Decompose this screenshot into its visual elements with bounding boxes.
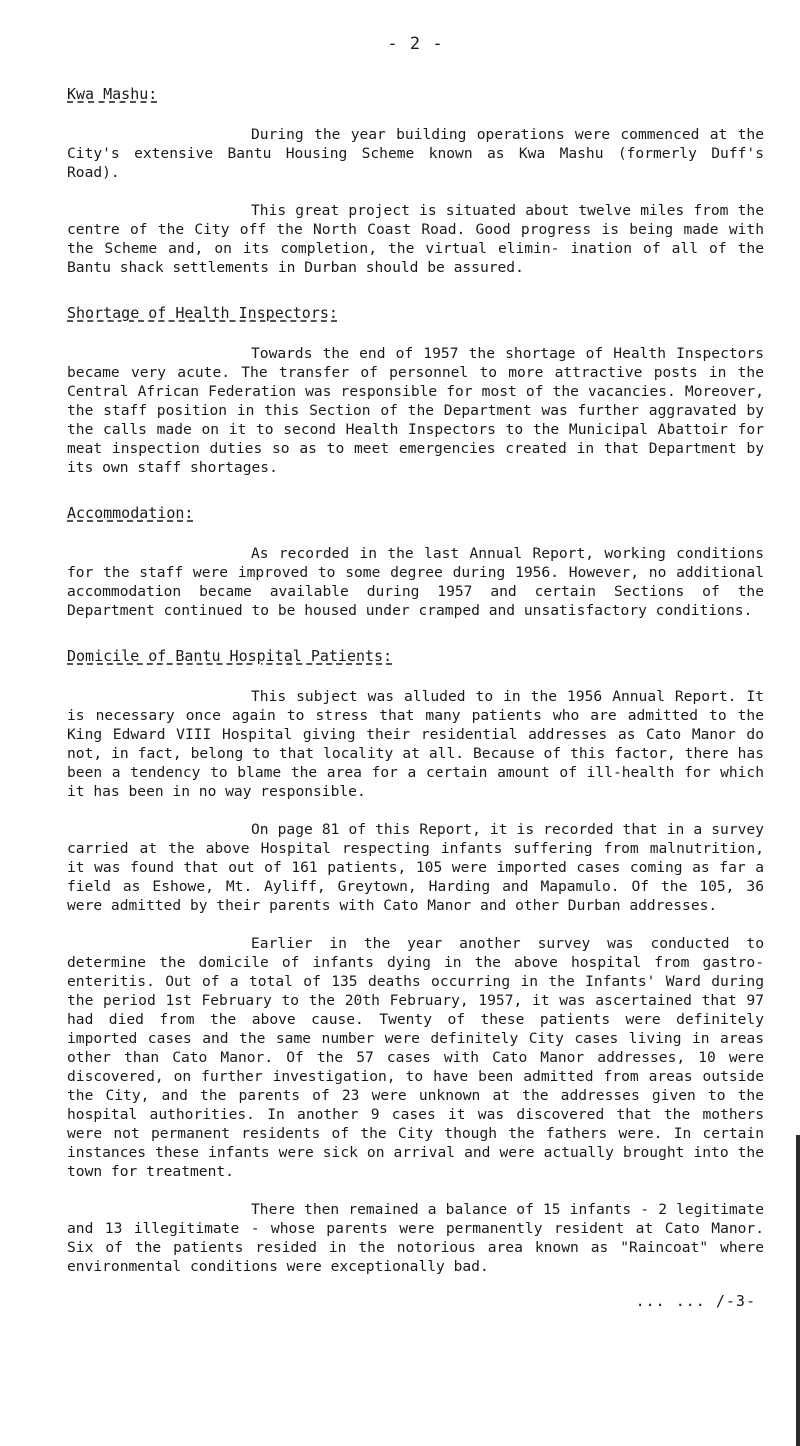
paragraph: As recorded in the last Annual Report, working conditions for the staff were improved to some degree during 1956. However, no additional accommodation became available during 1957 and certain Sections of the Department continued to be housed under cramped and unsatisfactory conditions. xyxy=(67,545,764,619)
paragraph: This great project is situated about twelve miles from the centre of the City off the North Coast Road. Good progress is being made with the Scheme and, on its completion, the virtual elimin- ination of all of the Bantu shack settlements in Durban should be assured. xyxy=(67,202,764,276)
paragraph: On page 81 of this Report, it is recorded that in a survey carried at the above Hospital respecting infants suffering from malnutrition, it was found that out of 161 patients, 105 were imported cases coming as far a field as Eshowe, Mt. Ayliff, Greytown, Harding and Mapamulo. Of the 105, 36 were admitted by their parents with Cato Manor and other Durban addresses. xyxy=(67,821,764,914)
section-domicile-of-bantu-hospital-patients xyxy=(67,646,764,1276)
section-heading: Accommodation: xyxy=(67,504,194,522)
paragraph: This subject was alluded to in the 1956 Annual Report. It is necessary once again to stress that many patients who are admitted to the King Edward VIII Hospital giving their residential addresses as Cato Manor do not, in fact, belong to that locality at all. Because of this factor, there has been a tendency to blame the area for a certain amount of ill-health for which it has been in no way responsible. xyxy=(67,688,764,800)
section-accommodation xyxy=(67,503,764,620)
paragraph: There then remained a balance of 15 infants - 2 legitimate and 13 illegitimate - whose parents were permanently resident at Cato Manor. Six of the patients resided in the notorious area known as "Raincoat" where environmental conditions were exceptionally bad. xyxy=(67,1201,764,1275)
paragraph: Towards the end of 1957 the shortage of Health Inspectors became very acute. The transfer of personnel to more attractive posts in the Central African Federation was responsible for most of the vacancies. Moreover, the staff position in this Section of the Department was further aggravated by the calls made on it to second Health Inspectors to the Municipal Abattoir for meat inspection duties so as to meet emergencies created in that Department by its own staff shortages. xyxy=(67,345,764,476)
page-number: - 2 - xyxy=(387,34,444,54)
continuation-marker: ... ... /-3- xyxy=(635,1292,756,1310)
section-heading: Kwa Mashu: xyxy=(67,85,158,103)
section-kwa-mashu xyxy=(67,84,764,277)
section-heading: Shortage of Health Inspectors: xyxy=(67,304,338,322)
section-heading: Domicile of Bantu Hospital Patients: xyxy=(67,647,393,665)
section-shortage-of-health-inspectors xyxy=(67,303,764,477)
scan-edge-shadow xyxy=(796,1135,800,1446)
paragraph: Earlier in the year another survey was conducted to determine the domicile of infants dying in the above hospital from gastro- enteritis. Out of a total of 135 deaths occurring in the Infants' Ward during the period 1st February to the 20th February, 1957, it was ascertained that 97 had died from the above cause. Twenty of these patients were definitely imported cases and the same number were definitely City cases living in areas other than Cato Manor. Of the 57 cases with Cato Manor addresses, 10 were discovered, on further investigation, to have been admitted from areas outside the City, and the parents of 23 were unknown at the addresses given to the hospital authorities. In another 9 cases it was discovered that the mothers were not permanent residents of the City though the fathers were. In certain instances these infants were sick on arrival and were actually brought into the town for treatment. xyxy=(67,935,764,1180)
paragraph: During the year building operations were commenced at the City's extensive Bantu Housing Scheme known as Kwa Mashu (formerly Duff's Road). xyxy=(67,126,764,181)
